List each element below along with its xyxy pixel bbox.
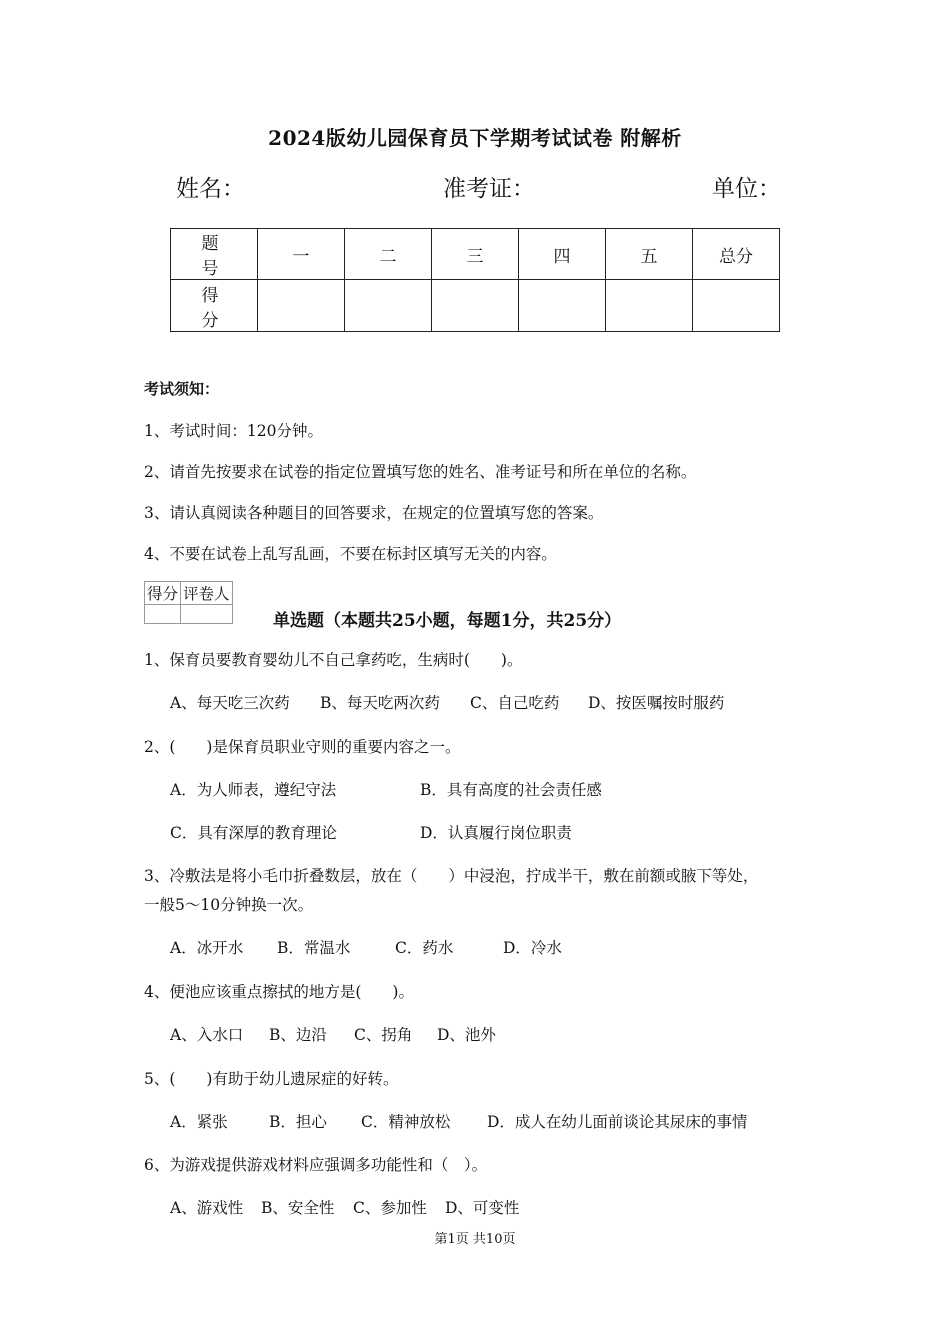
question-option[interactable]: C、自己吃药 bbox=[470, 694, 560, 712]
score-cell-3[interactable] bbox=[432, 280, 519, 332]
question-option[interactable]: A．为人师表，遵纪守法 bbox=[170, 781, 337, 799]
question-option[interactable]: A、游戏性 bbox=[170, 1199, 244, 1217]
score-cell-1[interactable] bbox=[258, 280, 345, 332]
question-option[interactable]: B、安全性 bbox=[261, 1199, 335, 1217]
question-option[interactable]: D、可变性 bbox=[445, 1199, 520, 1217]
score-cell-total[interactable] bbox=[693, 280, 780, 332]
unit-label: 单位： bbox=[712, 176, 781, 202]
question-option[interactable]: A．紧张 bbox=[170, 1113, 228, 1131]
question-option[interactable]: A、每天吃三次药 bbox=[170, 694, 290, 712]
notice-item: 4、不要在试卷上乱写乱画，不要在标封区填写无关的内容。 bbox=[144, 545, 557, 563]
name-label: 姓名： bbox=[176, 176, 245, 202]
question-stem: 5、( )有助于幼儿遗尿症的好转。 bbox=[144, 1070, 399, 1088]
score-table-header-2: 二 bbox=[345, 229, 432, 280]
grader-score-label: 得分 bbox=[145, 582, 181, 605]
notice-item: 2、请首先按要求在试卷的指定位置填写您的姓名、准考证号和所在单位的名称。 bbox=[144, 463, 697, 481]
question-stem: 6、为游戏提供游戏材料应强调多功能性和（ ）。 bbox=[144, 1156, 488, 1174]
question-option[interactable]: D、池外 bbox=[437, 1026, 496, 1044]
question-option[interactable]: C、拐角 bbox=[354, 1026, 413, 1044]
question-option[interactable]: B、每天吃两次药 bbox=[320, 694, 440, 712]
question-stem: 3、冷敷法是将小毛巾折叠数层，放在（ ）中浸泡，拧成半干，敷在前额或腋下等处， bbox=[144, 867, 759, 885]
score-cell-5[interactable] bbox=[606, 280, 693, 332]
question-option[interactable]: D．认真履行岗位职责 bbox=[420, 824, 572, 842]
grader-box bbox=[144, 581, 233, 624]
question-option[interactable]: C．具有深厚的教育理论 bbox=[170, 824, 337, 842]
notice-heading: 考试须知： bbox=[144, 380, 220, 398]
score-cell-4[interactable] bbox=[519, 280, 606, 332]
grader-score-cell[interactable] bbox=[145, 605, 181, 624]
question-option[interactable]: D．冷水 bbox=[503, 939, 562, 957]
question-stem: 2、( )是保育员职业守则的重要内容之一。 bbox=[144, 738, 461, 756]
question-option[interactable]: D、按医嘱按时服药 bbox=[588, 694, 725, 712]
question-option[interactable]: C．精神放松 bbox=[361, 1113, 451, 1131]
question-option[interactable]: C、参加性 bbox=[353, 1199, 427, 1217]
score-table-row-label: 得 分 bbox=[171, 280, 258, 332]
question-option[interactable]: B．担心 bbox=[269, 1113, 327, 1131]
score-table-header-label: 题 号 bbox=[171, 229, 258, 280]
score-table-header-total: 总分 bbox=[693, 229, 780, 280]
score-table-header-5: 五 bbox=[606, 229, 693, 280]
question-option[interactable]: B．具有高度的社会责任感 bbox=[420, 781, 602, 799]
score-table-header-1: 一 bbox=[258, 229, 345, 280]
question-stem-continued: 一般5～10分钟换一次。 bbox=[144, 896, 314, 914]
question-option[interactable]: B、边沿 bbox=[269, 1026, 327, 1044]
question-option[interactable]: D．成人在幼儿面前谈论其尿床的事情 bbox=[487, 1113, 748, 1131]
notice-item: 1、考试时间：120分钟。 bbox=[144, 422, 323, 440]
page-footer: 第1页 共10页 bbox=[434, 1232, 516, 1247]
question-option[interactable]: B．常温水 bbox=[277, 939, 351, 957]
question-stem: 4、便池应该重点擦拭的地方是( )。 bbox=[144, 983, 414, 1001]
score-table bbox=[170, 228, 780, 332]
score-table-header-4: 四 bbox=[519, 229, 606, 280]
score-cell-2[interactable] bbox=[345, 280, 432, 332]
grader-reviewer-cell[interactable] bbox=[181, 605, 233, 624]
score-table-header-row bbox=[171, 229, 780, 280]
question-option[interactable]: A、入水口 bbox=[170, 1026, 244, 1044]
question-option[interactable]: C．药水 bbox=[395, 939, 454, 957]
grader-reviewer-label: 评卷人 bbox=[181, 582, 233, 605]
exam-number-label: 准考证： bbox=[443, 176, 535, 202]
question-option[interactable]: A．冰开水 bbox=[170, 939, 244, 957]
page-title: 2024版幼儿园保育员下学期考试试卷 附解析 bbox=[268, 126, 682, 150]
score-table-header-3: 三 bbox=[432, 229, 519, 280]
score-table-score-row bbox=[171, 280, 780, 332]
section-title: 单选题（本题共25小题，每题1分，共25分） bbox=[273, 611, 622, 631]
notice-item: 3、请认真阅读各种题目的回答要求，在规定的位置填写您的答案。 bbox=[144, 504, 604, 522]
question-stem: 1、保育员要教育婴幼儿不自己拿药吃，生病时( )。 bbox=[144, 651, 523, 669]
